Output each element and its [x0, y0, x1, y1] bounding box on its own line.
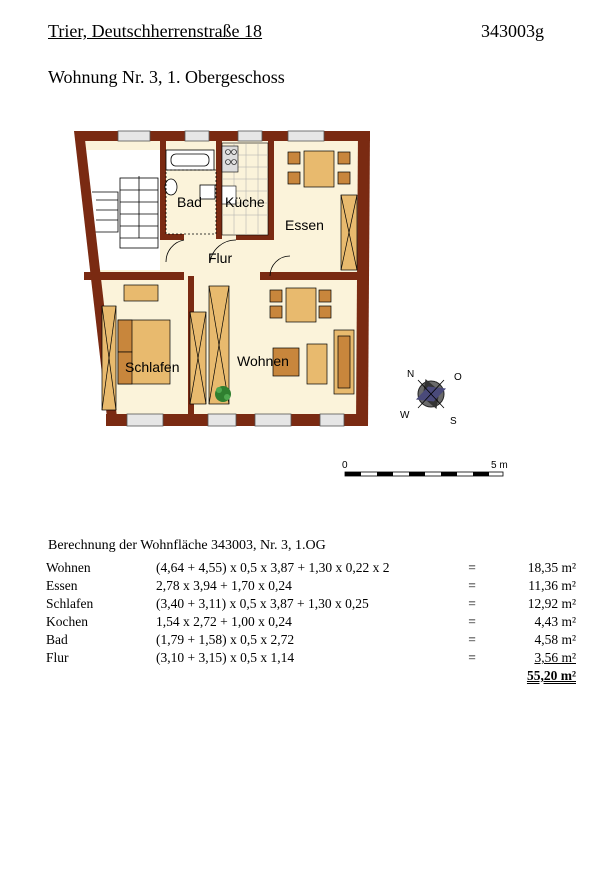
table-row: [46, 577, 576, 595]
room-name: Bad: [46, 632, 68, 647]
area-table: [46, 559, 576, 685]
room-area: 11,36 m²: [528, 578, 576, 593]
room-label-kueche: Küche: [225, 194, 265, 210]
room-label-schlafen: Schlafen: [125, 359, 180, 375]
room-name: Essen: [46, 578, 78, 593]
plant-icon: [215, 386, 231, 402]
table-row: [46, 649, 576, 667]
area-formula: 2,78 x 3,94 + 1,70 x 0,24: [156, 578, 292, 593]
room-name: Wohnen: [46, 560, 91, 575]
room-area: 18,35 m²: [527, 560, 576, 575]
table-row: [46, 595, 576, 613]
total-area: [502, 667, 576, 685]
equals-sign: =: [468, 632, 476, 647]
room-name: Kochen: [46, 614, 88, 629]
area-formula: (4,64 + 4,55) x 0,5 x 3,87 + 1,30 x 0,22 x 2: [156, 560, 390, 575]
room-name: Schlafen: [46, 596, 94, 611]
compass-o: O: [454, 372, 462, 383]
room-area: [502, 649, 576, 667]
room-label-bad: Bad: [177, 194, 202, 210]
scale-end: 5 m: [491, 460, 508, 471]
equals-sign: =: [468, 596, 476, 611]
area-formula: (1,79 + 1,58) x 0,5 x 2,72: [156, 632, 295, 647]
area-formula: (3,10 + 3,15) x 0,5 x 1,14: [156, 650, 295, 665]
room-label-flur: Flur: [208, 250, 233, 266]
total-area-value: 55,20 m²: [526, 668, 576, 683]
room-area-value: 3,56 m²: [534, 650, 576, 665]
compass-icon: [413, 376, 449, 412]
area-formula: 1,54 x 2,72 + 1,00 x 0,24: [156, 614, 292, 629]
unit-subtitle: Wohnung Nr. 3, 1. Obergeschoss: [48, 67, 285, 87]
object-code: 343003g: [481, 21, 544, 41]
compass-n: N: [407, 369, 415, 380]
room-label-essen: Essen: [285, 217, 324, 233]
scale-bar: [345, 472, 503, 476]
kitchen-fixtures: [222, 143, 268, 235]
room-name: Flur: [46, 650, 69, 665]
equals-sign: =: [468, 578, 476, 593]
table-row: [46, 631, 576, 649]
equals-sign: =: [468, 560, 476, 575]
table-row: [46, 613, 576, 631]
room-area: 4,43 m²: [534, 614, 576, 629]
total-row: [46, 667, 576, 685]
compass-w: W: [400, 410, 410, 421]
equals-sign: =: [468, 614, 476, 629]
compass-s: S: [450, 416, 457, 427]
room-area: 4,58 m²: [534, 632, 576, 647]
room-label-wohnen: Wohnen: [237, 353, 289, 369]
equals-sign: =: [468, 650, 476, 665]
area-formula: (3,40 + 3,11) x 0,5 x 3,87 + 1,30 x 0,25: [156, 596, 369, 611]
table-row: [46, 559, 576, 577]
scale-start: 0: [342, 460, 348, 471]
calculation-title: Berechnung der Wohnfläche 343003, Nr. 3, 1.OG: [48, 538, 326, 553]
address-title: Trier, Deutschherrenstraße 18: [48, 21, 263, 41]
room-area: 12,92 m²: [527, 596, 576, 611]
